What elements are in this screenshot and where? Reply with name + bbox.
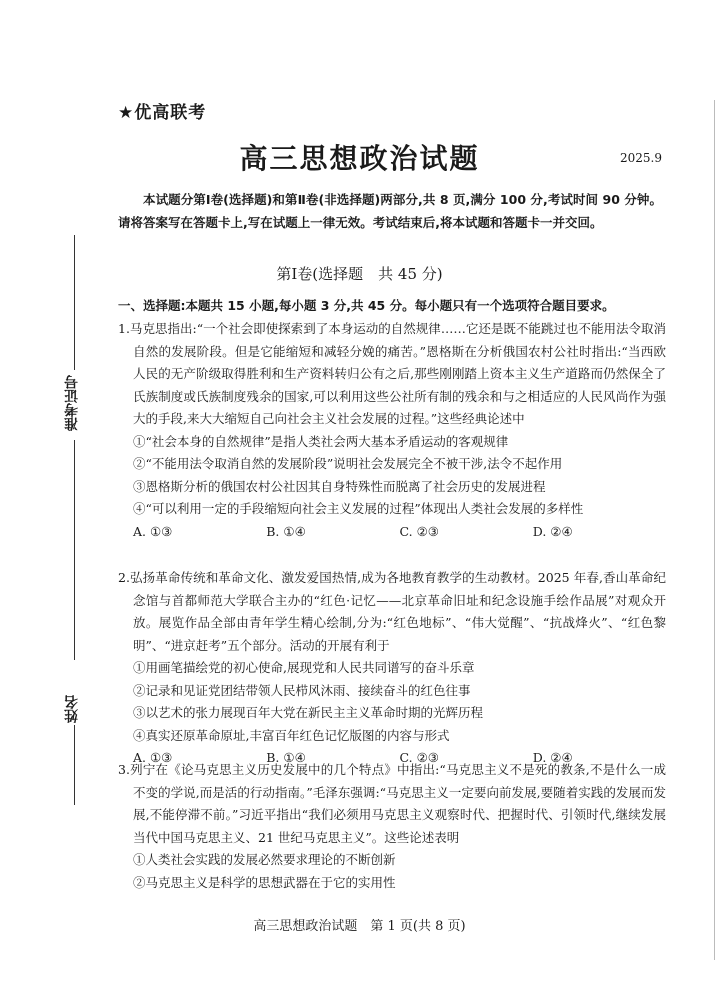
choice-d: D. ②④ bbox=[532, 750, 573, 765]
page-footer: 高三思想政治试题 第 1 页(共 8 页) bbox=[253, 919, 466, 934]
question-option: ③恩格斯分析的俄国农村公社因其自身特殊性而脱离了社会历史的发展进程 bbox=[133, 478, 546, 494]
exam-date: 2025.9 bbox=[620, 151, 662, 165]
exam-id-line-lower bbox=[74, 440, 75, 660]
question-option: ①人类社会实践的发展必然要求理论的不断创新 bbox=[133, 852, 396, 867]
choice-b: B. ①④ bbox=[266, 523, 306, 539]
question-option: ④“可以利用一定的手段缩短向社会主义发展的过程”体现出人类社会发展的多样性 bbox=[133, 501, 584, 516]
question-option: ①“社会本身的自然规律”是指人类社会两大基本矛盾运动的客观规律 bbox=[133, 433, 509, 449]
part-title: 第Ⅰ卷(选择题 共 45 分) bbox=[276, 265, 443, 283]
question-stem: 1.马克思指出:“一个社会即使探索到了本身运动的自然规律……它还是既不能跳过也不能用法令取消自然的发展阶段。但是它能缩短和减轻分娩的痛苦。”恩格斯在分析俄国农村公社时指出:“当西欧人民的无产阶级取得胜利和生产资料转归公有之后,那些刚刚踏上资本主义生产道路而仍然保全了氏族制度或氏族制度残余的国家,可以利用这些公社所有制的残余和与之相适应的人民风尚作为强大的手段,来大大缩短自己向社会主义社会发展的过程。”这些经典论述中 bbox=[118, 321, 666, 426]
choice-a: A. ①③ bbox=[133, 750, 173, 765]
choice-b: B. ①④ bbox=[266, 750, 306, 765]
name-line-lower bbox=[74, 725, 75, 805]
question-1 bbox=[118, 318, 666, 543]
answer-choices bbox=[118, 521, 666, 544]
binding-edge bbox=[714, 100, 715, 960]
question-2 bbox=[118, 567, 666, 770]
question-option: ④真实还原革命原址,丰富百年红色记忆版图的内容与形式 bbox=[133, 727, 450, 743]
exam-id-label: 准考证号 bbox=[64, 375, 80, 431]
question-stem: 2.弘扬革命传统和革命文化、激发爱国热情,成为各地教育教学的生动教材。2025 年春,香山革命纪念馆与首都师范大学联合主办的“红色·记忆——北京革命旧址和纪念设施手绘作品展”对观众开放。展览作品全部由青年学生精心绘制,分为:“红色地标”、“伟大觉醒”、“抗战烽火”、“红色黎明”、“进京赶考”五个部分。活动的开展有利于 bbox=[118, 570, 666, 653]
exam-instructions: 本试题分第Ⅰ卷(选择题)和第Ⅱ卷(非选择题)两部分,共 8 页,满分 100 分,考试时间 90 分钟。请将答案写在答题卡上,写在试题上一律无效。考试结束后,将本试题和答题卡一并交回。 bbox=[118, 192, 662, 230]
question-option: ②马克思主义是科学的思想武器在于它的实用性 bbox=[133, 874, 396, 890]
exam-id-line bbox=[74, 235, 75, 370]
choice-a: A. ①③ bbox=[133, 523, 173, 539]
page-title: 高三思想政治试题 bbox=[239, 142, 480, 175]
question-option: ②记录和见证党团结带领人民栉风沐雨、接续奋斗的红色往事 bbox=[133, 682, 471, 698]
question-option: ③以艺术的张力展现百年大党在新民主主义革命时期的光辉历程 bbox=[133, 705, 484, 720]
choice-c: C. ②③ bbox=[399, 523, 439, 539]
question-stem: 3.列宁在《论马克思主义历史发展中的几个特点》中指出:“马克思主义不是死的教条,不是什么一成不变的学说,而是活的行动指南。”毛泽东强调:“马克思主义一定要向前发展,要随着实践的发展而发展,不能停滞不前。”习近平指出“我们必须用马克思主义观察时代、把握时代、引领时代,继续发展当代中国马克思主义、21 世纪马克思主义”。这些论述表明 bbox=[118, 762, 666, 845]
question-3 bbox=[118, 759, 666, 894]
choice-c: C. ②③ bbox=[399, 750, 439, 765]
section-title: 一、选择题:本题共 15 小题,每小题 3 分,共 45 分。每小题只有一个选项符合题目要求。 bbox=[118, 298, 615, 313]
choice-d: D. ②④ bbox=[532, 523, 573, 539]
exam-brand: ★优高联考 bbox=[118, 103, 207, 123]
name-label: 姓名 bbox=[64, 695, 80, 723]
question-option: ①用画笔描绘党的初心使命,展现党和人民共同谱写的奋斗乐章 bbox=[133, 660, 475, 675]
question-option: ②“不能用法令取消自然的发展阶段”说明社会发展完全不被干涉,法令不起作用 bbox=[133, 456, 563, 471]
